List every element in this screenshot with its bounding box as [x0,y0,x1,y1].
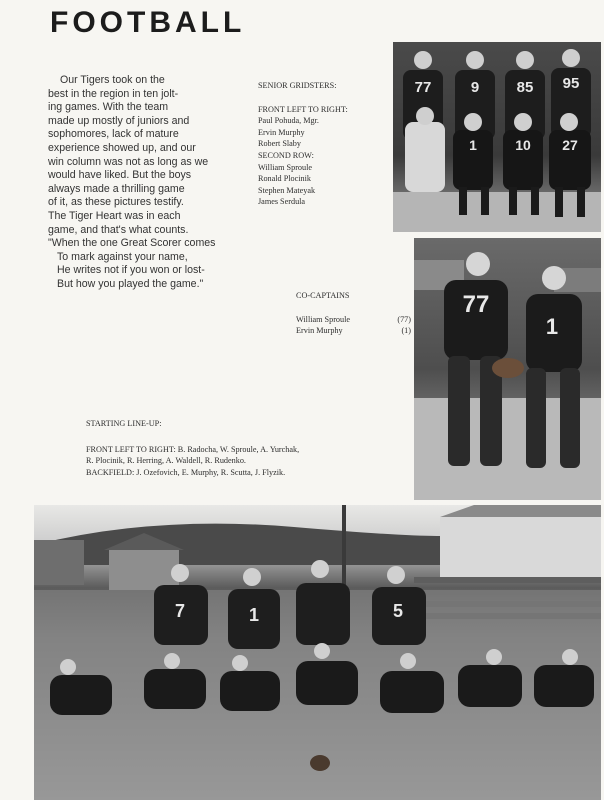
cocaptain-row [296,314,411,326]
jersey-number: 77 [462,291,490,318]
senior-line: Paul Pohuda, Mgr. [258,116,319,126]
lineup-heading: STARTING LINE-UP: [86,419,162,428]
jersey-number: 1 [248,605,260,625]
senior-line: William Sproule [258,162,313,172]
senior-gridsters-caption [258,80,388,208]
intro-line: game, and that's what counts. [48,223,189,236]
intro-line: experience showed up, and our [48,141,196,154]
poem-line: "When the one Great Scorer comes [48,237,216,250]
intro-text [48,74,248,292]
jersey-number: 77 [414,79,432,96]
jersey-number: 5 [392,601,404,621]
jersey-number: 85 [516,79,534,96]
intro-line: would have liked. But the boys [48,169,192,182]
intro-line: sophomores, lack of mature [48,128,179,141]
intro-line: always made a thrilling game [48,182,185,195]
poem-line: He writes not if you won or lost- [57,264,205,277]
poem [48,237,248,291]
jersey-number: 9 [470,79,480,96]
senior-line: FRONT LEFT TO RIGHT: [258,104,348,114]
cocaptain-name: Ervin Murphy [296,326,343,336]
cocaptains-heading: CO-CAPTAINS [296,291,350,300]
intro-line: The Tiger Heart was in each [48,209,181,222]
senior-line: Ronald Plocinik [258,174,311,184]
jersey-number: 95 [562,75,580,92]
senior-gridsters-photo [393,42,601,232]
jersey-number: 1 [469,137,477,153]
starting-lineup-photo [34,505,601,800]
page-title: FOOTBALL [50,6,246,39]
jersey-number: 7 [174,601,186,621]
senior-line: Ervin Murphy [258,127,305,137]
cocaptain-number: (77) [397,314,411,324]
jersey-number: 27 [562,137,578,153]
senior-heading: SENIOR GRIDSTERS: [258,81,337,90]
intro-line: best in the region in ten jolt- [48,87,179,100]
starting-lineup-caption [86,418,386,478]
poem-line: But how you played the game." [57,277,204,290]
senior-line: Stephen Mateyak [258,185,316,195]
intro-line: made up mostly of juniors and [48,114,190,127]
lineup-line: R. Plocinik, R. Herring, A. Waldell, R. Rudenko. [86,456,246,466]
co-captains-caption [296,290,411,337]
intro-line: ing games. With the team [48,101,169,114]
cocaptain-number: (1) [401,326,411,336]
poem-line: To mark against your name, [57,250,188,263]
cocaptain-name: William Sproule [296,314,351,324]
co-captains-photo [414,238,601,500]
senior-line: Robert Slaby [258,139,301,149]
jersey-number: 1 [545,314,559,339]
senior-line: SECOND ROW: [258,150,314,160]
jersey-number: 10 [515,137,531,153]
lineup-line: BACKFIELD: J. Ozefovich, E. Murphy, R. Scutta, J. Flyzik. [86,467,286,477]
intro-line: of it, as these pictures testify. [48,196,184,209]
intro-line: win column was not as long as we [48,155,209,168]
intro-line: Our Tigers took on the [60,74,165,86]
cocaptain-row [296,325,411,337]
senior-line: James Serdula [258,197,306,207]
lineup-line: FRONT LEFT TO RIGHT: B. Radocha, W. Sproule, A. Yurchak, [86,444,300,454]
